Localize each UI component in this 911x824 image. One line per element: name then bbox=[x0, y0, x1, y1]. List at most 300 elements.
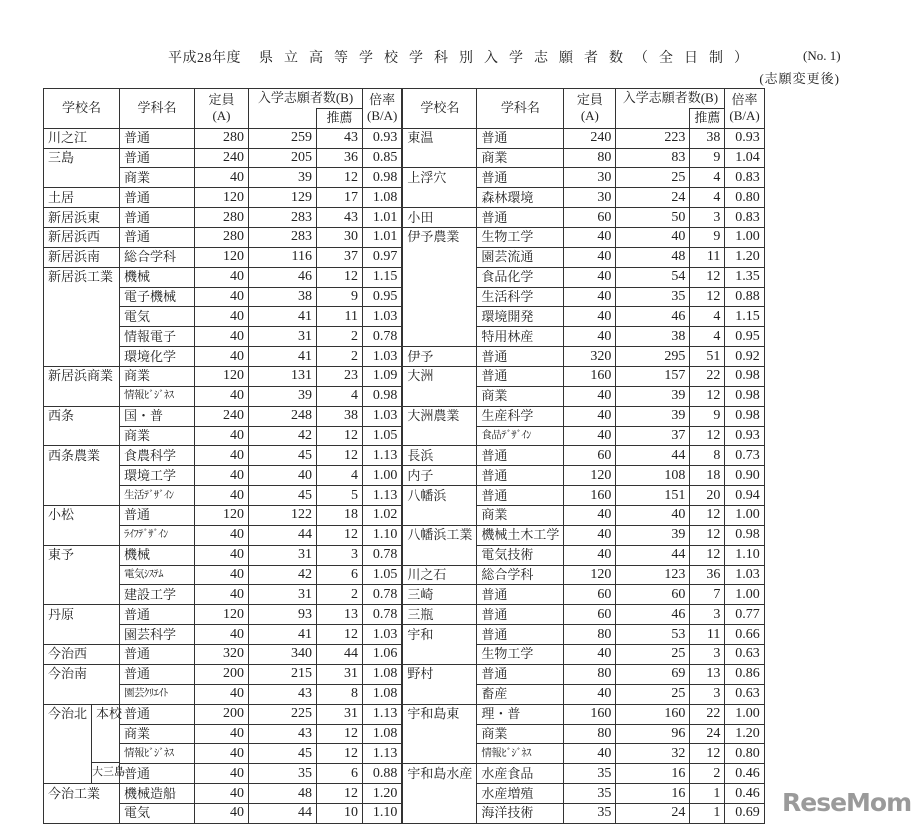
cell-school bbox=[43, 485, 119, 505]
cell-ratio: 0.90 bbox=[724, 465, 763, 485]
cell-recommend: 11 bbox=[316, 306, 362, 326]
table-row bbox=[43, 783, 764, 803]
cell-school: 大洲 bbox=[401, 366, 476, 386]
cell-applicants: 160 bbox=[615, 704, 689, 724]
table-row bbox=[43, 426, 764, 446]
cell-recommend: 12 bbox=[316, 525, 362, 545]
cell-dept: 電気 bbox=[119, 803, 194, 823]
cell-ratio: 0.83 bbox=[724, 207, 763, 227]
cell-ratio: 0.98 bbox=[362, 167, 401, 187]
cell-ratio: 1.06 bbox=[362, 644, 401, 664]
cell-dept: 普通 bbox=[119, 604, 194, 624]
cell-school: 今治西 bbox=[43, 644, 119, 664]
cell-ratio: 1.03 bbox=[362, 306, 401, 326]
cell-applicants: 283 bbox=[248, 207, 316, 227]
cell-school: 伊予 bbox=[401, 346, 476, 366]
cell-school bbox=[43, 346, 119, 366]
cell-ratio: 1.08 bbox=[362, 187, 401, 207]
cell-ratio: 0.78 bbox=[362, 604, 401, 624]
cell-recommend: 2 bbox=[316, 326, 362, 346]
cell-ratio: 1.00 bbox=[362, 465, 401, 485]
cell-capacity: 40 bbox=[194, 584, 248, 604]
resemom-logo: ReseMom bbox=[782, 788, 911, 817]
cell-dept: 普通 bbox=[119, 207, 194, 227]
cell-applicants: 35 bbox=[248, 763, 316, 783]
cell-applicants: 24 bbox=[615, 187, 689, 207]
cell-applicants: 53 bbox=[615, 624, 689, 644]
cell-recommend: 23 bbox=[316, 366, 362, 386]
table-row bbox=[43, 624, 764, 644]
cell-school bbox=[401, 247, 476, 267]
cell-school bbox=[43, 465, 119, 485]
cell-ratio: 1.13 bbox=[362, 485, 401, 505]
cell-dept: 水産食品 bbox=[476, 763, 563, 783]
table-row bbox=[43, 525, 764, 545]
cell-applicants: 60 bbox=[615, 584, 689, 604]
table-row bbox=[43, 366, 764, 386]
cell-dept: 生活科学 bbox=[476, 287, 563, 307]
cell-school bbox=[43, 724, 119, 744]
applicants-table bbox=[43, 88, 765, 824]
cell-ratio: 0.78 bbox=[362, 326, 401, 346]
cell-school: 八幡浜 bbox=[401, 485, 476, 505]
cell-school bbox=[401, 644, 476, 664]
cell-recommend: 12 bbox=[689, 743, 724, 763]
cell-school bbox=[43, 386, 119, 406]
cell-dept: 普通 bbox=[476, 604, 563, 624]
table-row bbox=[43, 763, 764, 783]
cell-school: 新居浜工業 bbox=[43, 267, 119, 287]
col-school: 学校名 bbox=[401, 88, 476, 128]
cell-applicants: 45 bbox=[248, 485, 316, 505]
col-applicants: 入学志願者数(B) bbox=[615, 88, 724, 108]
cell-school bbox=[43, 624, 119, 644]
cell-ratio: 1.20 bbox=[724, 724, 763, 744]
cell-recommend: 4 bbox=[689, 306, 724, 326]
cell-school bbox=[401, 386, 476, 406]
cell-applicants: 283 bbox=[248, 227, 316, 247]
cell-capacity: 40 bbox=[194, 624, 248, 644]
table-row bbox=[43, 604, 764, 624]
cell-capacity: 40 bbox=[194, 485, 248, 505]
cell-applicants: 54 bbox=[615, 267, 689, 287]
cell-capacity: 35 bbox=[563, 763, 615, 783]
cell-ratio: 0.98 bbox=[724, 525, 763, 545]
cell-applicants: 46 bbox=[615, 604, 689, 624]
campus-label: 本校 bbox=[96, 705, 123, 721]
cell-recommend: 12 bbox=[689, 267, 724, 287]
cell-school bbox=[43, 426, 119, 446]
cell-applicants: 45 bbox=[248, 743, 316, 763]
table-row bbox=[43, 445, 764, 465]
cell-applicants: 129 bbox=[248, 187, 316, 207]
cell-applicants: 50 bbox=[615, 207, 689, 227]
cell-recommend: 6 bbox=[316, 565, 362, 585]
cell-applicants: 24 bbox=[615, 803, 689, 823]
cell-ratio: 0.83 bbox=[724, 167, 763, 187]
cell-dept: 園芸ｸﾘｴｲﾄ bbox=[119, 684, 194, 704]
table-row bbox=[43, 803, 764, 823]
table-row bbox=[43, 545, 764, 565]
cell-recommend: 1 bbox=[689, 783, 724, 803]
cell-applicants: 39 bbox=[248, 167, 316, 187]
cell-dept: 普通 bbox=[119, 505, 194, 525]
cell-capacity: 120 bbox=[194, 366, 248, 386]
cell-dept: 商業 bbox=[476, 505, 563, 525]
cell-recommend: 3 bbox=[689, 684, 724, 704]
cell-dept: 食品ﾃﾞｻﾞｲﾝ bbox=[476, 426, 563, 446]
cell-applicants: 93 bbox=[248, 604, 316, 624]
cell-ratio: 1.03 bbox=[724, 565, 763, 585]
cell-capacity: 40 bbox=[563, 426, 615, 446]
cell-capacity: 80 bbox=[563, 624, 615, 644]
col-ratio: 倍率 (B/A) bbox=[724, 88, 763, 128]
cell-applicants: 96 bbox=[615, 724, 689, 744]
cell-school: 西条農業 bbox=[43, 445, 119, 465]
cell-recommend: 12 bbox=[316, 724, 362, 744]
cell-applicants: 42 bbox=[248, 565, 316, 585]
cell-capacity: 40 bbox=[194, 684, 248, 704]
cell-recommend: 12 bbox=[689, 545, 724, 565]
col-applicants: 入学志願者数(B) bbox=[248, 88, 362, 108]
table-row bbox=[43, 148, 764, 168]
cell-ratio: 1.09 bbox=[362, 366, 401, 386]
cell-school: 新居浜南 bbox=[43, 247, 119, 267]
cell-recommend: 12 bbox=[316, 445, 362, 465]
cell-capacity: 280 bbox=[194, 207, 248, 227]
cell-capacity: 40 bbox=[194, 386, 248, 406]
cell-dept: 環境開発 bbox=[476, 306, 563, 326]
title-year: 平成28年度 bbox=[168, 51, 241, 66]
cell-capacity: 40 bbox=[194, 445, 248, 465]
cell-applicants: 40 bbox=[615, 227, 689, 247]
cell-dept: 普通 bbox=[119, 128, 194, 148]
cell-recommend: 38 bbox=[316, 406, 362, 426]
col-capacity: 定員 (A) bbox=[563, 88, 615, 128]
cell-capacity: 280 bbox=[194, 128, 248, 148]
cell-ratio: 0.98 bbox=[362, 386, 401, 406]
cell-school: 新居浜西 bbox=[43, 227, 119, 247]
cell-dept: 総合学科 bbox=[476, 565, 563, 585]
table-row bbox=[43, 743, 764, 763]
cell-applicants: 123 bbox=[615, 565, 689, 585]
cell-school bbox=[43, 684, 119, 704]
cell-dept: 普通 bbox=[119, 187, 194, 207]
cell-applicants: 44 bbox=[248, 803, 316, 823]
cell-school bbox=[401, 545, 476, 565]
table-row bbox=[43, 584, 764, 604]
cell-applicants: 44 bbox=[615, 445, 689, 465]
table-row bbox=[43, 724, 764, 744]
table-row bbox=[43, 485, 764, 505]
cell-school: 新居浜東 bbox=[43, 207, 119, 227]
cell-dept: 機械造船 bbox=[119, 783, 194, 803]
cell-recommend: 2 bbox=[689, 763, 724, 783]
cell-ratio: 1.03 bbox=[362, 346, 401, 366]
cell-dept: 商業 bbox=[119, 426, 194, 446]
cell-school: 内子 bbox=[401, 465, 476, 485]
cell-school bbox=[401, 783, 476, 803]
cell-school: 今治北 本校 bbox=[43, 704, 119, 724]
cell-dept: 情報電子 bbox=[119, 326, 194, 346]
cell-ratio: 0.92 bbox=[724, 346, 763, 366]
cell-school: 宇和 bbox=[401, 624, 476, 644]
table-row bbox=[43, 326, 764, 346]
cell-applicants: 35 bbox=[615, 287, 689, 307]
cell-dept: 普通 bbox=[476, 207, 563, 227]
cell-recommend: 20 bbox=[689, 485, 724, 505]
cell-ratio: 0.80 bbox=[724, 743, 763, 763]
cell-ratio: 0.85 bbox=[362, 148, 401, 168]
page-number: (No. 1) bbox=[803, 48, 841, 63]
cell-ratio: 1.13 bbox=[362, 445, 401, 465]
cell-dept: 普通 bbox=[119, 148, 194, 168]
cell-dept: 特用林産 bbox=[476, 326, 563, 346]
cell-capacity: 40 bbox=[194, 426, 248, 446]
cell-recommend: 2 bbox=[316, 346, 362, 366]
table-row bbox=[43, 684, 764, 704]
cell-school bbox=[401, 187, 476, 207]
cell-school bbox=[401, 267, 476, 287]
cell-school: 宇和島水産 bbox=[401, 763, 476, 783]
cell-dept: 普通 bbox=[476, 128, 563, 148]
cell-capacity: 40 bbox=[563, 267, 615, 287]
cell-ratio: 0.78 bbox=[362, 545, 401, 565]
cell-school: 野村 bbox=[401, 664, 476, 684]
cell-capacity: 40 bbox=[194, 783, 248, 803]
cell-recommend: 13 bbox=[316, 604, 362, 624]
cell-recommend: 37 bbox=[316, 247, 362, 267]
cell-ratio: 1.08 bbox=[362, 724, 401, 744]
cell-ratio: 1.08 bbox=[362, 664, 401, 684]
cell-recommend: 11 bbox=[689, 247, 724, 267]
cell-school: 小松 bbox=[43, 505, 119, 525]
cell-applicants: 25 bbox=[615, 684, 689, 704]
cell-school: 東予 bbox=[43, 545, 119, 565]
cell-school: 大洲農業 bbox=[401, 406, 476, 426]
cell-applicants: 38 bbox=[615, 326, 689, 346]
cell-ratio: 0.95 bbox=[724, 326, 763, 346]
cell-dept: 畜産 bbox=[476, 684, 563, 704]
cell-dept: 生物工学 bbox=[476, 644, 563, 664]
cell-recommend: 30 bbox=[316, 227, 362, 247]
cell-ratio: 1.00 bbox=[724, 704, 763, 724]
cell-ratio: 1.00 bbox=[724, 584, 763, 604]
cell-recommend: 36 bbox=[689, 565, 724, 585]
cell-applicants: 31 bbox=[248, 584, 316, 604]
cell-recommend: 12 bbox=[689, 386, 724, 406]
cell-school bbox=[401, 505, 476, 525]
cell-capacity: 40 bbox=[194, 763, 248, 783]
cell-applicants: 42 bbox=[248, 426, 316, 446]
cell-applicants: 25 bbox=[615, 167, 689, 187]
cell-dept: 普通 bbox=[119, 704, 194, 724]
cell-dept: 電気技術 bbox=[476, 545, 563, 565]
campus-label: 大三島 bbox=[92, 766, 125, 779]
cell-school: 今治南 bbox=[43, 664, 119, 684]
cell-capacity: 40 bbox=[563, 525, 615, 545]
cell-school bbox=[401, 803, 476, 823]
cell-dept: 商業 bbox=[119, 366, 194, 386]
cell-recommend: 9 bbox=[689, 227, 724, 247]
cell-school: 八幡浜工業 bbox=[401, 525, 476, 545]
cell-applicants: 31 bbox=[248, 326, 316, 346]
cell-capacity: 35 bbox=[563, 783, 615, 803]
cell-school bbox=[401, 306, 476, 326]
cell-capacity: 120 bbox=[194, 187, 248, 207]
cell-capacity: 40 bbox=[194, 465, 248, 485]
cell-dept: 環境化学 bbox=[119, 346, 194, 366]
cell-ratio: 1.10 bbox=[362, 803, 401, 823]
cell-ratio: 0.80 bbox=[724, 187, 763, 207]
cell-ratio: 0.97 bbox=[362, 247, 401, 267]
cell-ratio: 0.63 bbox=[724, 684, 763, 704]
col-school: 学校名 bbox=[43, 88, 119, 128]
cell-dept: 生産科学 bbox=[476, 406, 563, 426]
cell-school bbox=[401, 743, 476, 763]
cell-recommend: 12 bbox=[316, 167, 362, 187]
cell-applicants: 39 bbox=[615, 525, 689, 545]
table-row bbox=[43, 704, 764, 724]
cell-capacity: 40 bbox=[194, 326, 248, 346]
cell-dept: 商業 bbox=[476, 386, 563, 406]
cell-ratio: 1.20 bbox=[724, 247, 763, 267]
cell-ratio: 1.20 bbox=[362, 783, 401, 803]
cell-recommend: 51 bbox=[689, 346, 724, 366]
cell-ratio: 1.02 bbox=[362, 505, 401, 525]
cell-school: 今治工業 bbox=[43, 783, 119, 803]
cell-school: 上浮穴 bbox=[401, 167, 476, 187]
cell-recommend: 12 bbox=[689, 505, 724, 525]
cell-dept: 商業 bbox=[119, 167, 194, 187]
cell-dept: 普通 bbox=[476, 366, 563, 386]
col-recommend: 推薦 bbox=[689, 108, 724, 128]
cell-school: 長浜 bbox=[401, 445, 476, 465]
cell-ratio: 0.46 bbox=[724, 763, 763, 783]
cell-school bbox=[401, 724, 476, 744]
cell-dept: 食農科学 bbox=[119, 445, 194, 465]
cell-applicants: 43 bbox=[248, 724, 316, 744]
cell-dept: 普通 bbox=[476, 346, 563, 366]
cell-school bbox=[43, 306, 119, 326]
cell-ratio: 0.73 bbox=[724, 445, 763, 465]
cell-ratio: 1.03 bbox=[362, 406, 401, 426]
cell-applicants: 83 bbox=[615, 148, 689, 168]
cell-dept: 理・普 bbox=[476, 704, 563, 724]
table-row bbox=[43, 346, 764, 366]
cell-ratio: 1.13 bbox=[362, 743, 401, 763]
cell-recommend: 13 bbox=[689, 664, 724, 684]
cell-capacity: 200 bbox=[194, 704, 248, 724]
cell-applicants: 131 bbox=[248, 366, 316, 386]
cell-applicants: 46 bbox=[615, 306, 689, 326]
cell-applicants: 116 bbox=[248, 247, 316, 267]
cell-dept: 生物工学 bbox=[476, 227, 563, 247]
cell-capacity: 40 bbox=[563, 287, 615, 307]
cell-capacity: 40 bbox=[194, 306, 248, 326]
table-row bbox=[43, 306, 764, 326]
cell-applicants: 41 bbox=[248, 624, 316, 644]
cell-ratio: 0.93 bbox=[724, 426, 763, 446]
cell-recommend: 9 bbox=[689, 406, 724, 426]
table-row bbox=[43, 565, 764, 585]
cell-capacity: 60 bbox=[563, 445, 615, 465]
cell-ratio: 0.78 bbox=[362, 584, 401, 604]
table-row bbox=[43, 406, 764, 426]
cell-capacity: 40 bbox=[563, 227, 615, 247]
cell-capacity: 200 bbox=[194, 664, 248, 684]
cell-dept: 普通 bbox=[476, 624, 563, 644]
cell-recommend: 6 bbox=[316, 763, 362, 783]
cell-recommend: 44 bbox=[316, 644, 362, 664]
cell-ratio: 1.00 bbox=[724, 227, 763, 247]
cell-capacity: 40 bbox=[194, 525, 248, 545]
cell-applicants: 225 bbox=[248, 704, 316, 724]
cell-school: 三瓶 bbox=[401, 604, 476, 624]
cell-capacity: 40 bbox=[563, 505, 615, 525]
cell-recommend: 12 bbox=[316, 624, 362, 644]
title-main: 県立高等学校学科別入学志願者数（全日制） bbox=[259, 51, 759, 66]
cell-ratio: 1.10 bbox=[724, 545, 763, 565]
cell-dept: 園芸流通 bbox=[476, 247, 563, 267]
cell-applicants: 38 bbox=[248, 287, 316, 307]
cell-ratio: 1.05 bbox=[362, 565, 401, 585]
table-row bbox=[43, 644, 764, 664]
cell-recommend: 11 bbox=[689, 624, 724, 644]
col-dept: 学科名 bbox=[476, 88, 563, 128]
cell-dept: 普通 bbox=[476, 445, 563, 465]
cell-school bbox=[401, 148, 476, 168]
cell-capacity: 40 bbox=[194, 287, 248, 307]
cell-applicants: 340 bbox=[248, 644, 316, 664]
status-note: (志願変更後) bbox=[759, 71, 840, 86]
cell-capacity: 160 bbox=[563, 704, 615, 724]
cell-recommend: 36 bbox=[316, 148, 362, 168]
cell-recommend: 3 bbox=[316, 545, 362, 565]
cell-applicants: 215 bbox=[248, 664, 316, 684]
cell-ratio: 1.15 bbox=[724, 306, 763, 326]
cell-ratio: 0.63 bbox=[724, 644, 763, 664]
cell-capacity: 40 bbox=[563, 406, 615, 426]
cell-applicants: 45 bbox=[248, 445, 316, 465]
cell-ratio: 0.77 bbox=[724, 604, 763, 624]
cell-capacity: 40 bbox=[563, 743, 615, 763]
cell-capacity: 35 bbox=[563, 803, 615, 823]
cell-recommend: 12 bbox=[316, 783, 362, 803]
cell-recommend: 31 bbox=[316, 664, 362, 684]
cell-school bbox=[43, 167, 119, 187]
cell-ratio: 0.88 bbox=[724, 287, 763, 307]
cell-ratio: 1.35 bbox=[724, 267, 763, 287]
cell-applicants: 48 bbox=[248, 783, 316, 803]
cell-applicants: 16 bbox=[615, 763, 689, 783]
cell-ratio: 0.86 bbox=[724, 664, 763, 684]
cell-dept: 機械 bbox=[119, 545, 194, 565]
cell-dept: 情報ﾋﾞｼﾞﾈｽ bbox=[119, 743, 194, 763]
cell-ratio: 1.03 bbox=[362, 624, 401, 644]
cell-capacity: 40 bbox=[563, 545, 615, 565]
cell-ratio: 0.98 bbox=[724, 366, 763, 386]
cell-dept: 機械 bbox=[119, 267, 194, 287]
cell-ratio: 0.98 bbox=[724, 406, 763, 426]
cell-ratio: 1.01 bbox=[362, 227, 401, 247]
table-row bbox=[43, 247, 764, 267]
cell-dept: 普通 bbox=[476, 584, 563, 604]
cell-dept: 生活ﾃﾞｻﾞｲﾝ bbox=[119, 485, 194, 505]
cell-dept: 森林環境 bbox=[476, 187, 563, 207]
cell-school: 小田 bbox=[401, 207, 476, 227]
cell-ratio: 1.01 bbox=[362, 207, 401, 227]
